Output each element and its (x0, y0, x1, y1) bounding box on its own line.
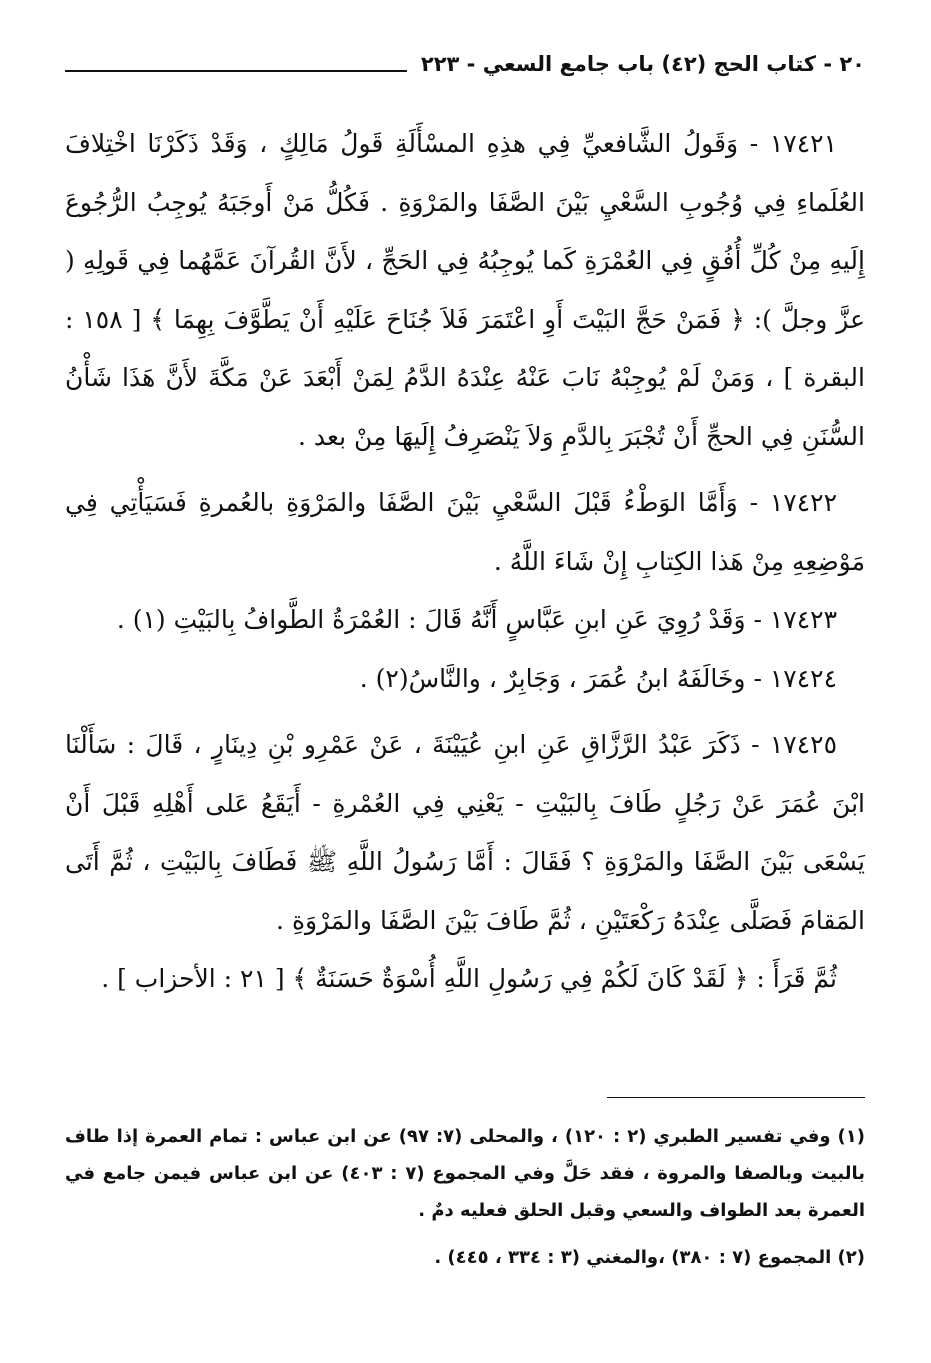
header-title: ٢٠ - كتاب الحج (٤٢) باب جامع السعي - ٢٢٣ (420, 52, 865, 76)
footnote-1: (١) وفي تفسير الطبري (٢ : ١٢٠) ، والمحلى (٧: ٩٧) عن ابن عباس : تمام العمرة إذا طاف بالبيت وبالصفا والمروة ، فقد حَلَّ وفي المجموع (٧ : ٤٠٣) عن ابن عباس فيمن جامع في العمرة بعد الطواف والسعي وقبل الحلق فعليه دمٌ . (65, 1126, 866, 1221)
running-header (65, 44, 865, 84)
paragraph-17421: ١٧٤٢١ - وَقَولُ الشَّافعيِّ فِي هذِهِ المسْأَلَةِ قَولُ مَالِكٍ ، وَقَدْ ذَكَرْنَا اخْتِلافَ العُلَماءِ فِي وُجُوبِ السَّعْيِ بَيْنَ الصَّفَا والمَرْوَةِ . فَكُلُّ مَنْ أَوجَبَهُ يُوجِبُ الرُّجُوعَ إِلَيهِ مِنْ كُلِّ أُفُقٍ فِي العُمْرَةِ كَما يُوجِبُهُ فِي الحَجِّ ، لأَنَّ القُرآنَ عَمَّهُما فِي قَولِهِ ( عزَّ وجلَّ ): ﴿ فَمَنْ حَجَّ البَيْتَ أَوِ اعْتَمَرَ فَلاَ جُنَاحَ عَلَيْهِ أَنْ يَطَّوَّفَ بِهِمَا ﴾ [ ١٥٨ : البقرة ] ، وَمَنْ لَمْ يُوجِبْهُ نَابَ عَنْهُ عِنْدَهُ الدَّمُ لِمَنْ أَبْعَدَ عَنْ مَكَّةَ لأَنَّ هَذَا شَأْنُ السُّنَنِ فِي الحجِّ أَنْ تُجْبَرَ بِالدَّمِ وَلاَ يَنْصَرِفُ إِلَيهَا مِنْ بعد . (65, 129, 865, 451)
footnotes (65, 1118, 865, 1276)
footnote-separator (607, 1097, 865, 1098)
main-text (65, 115, 865, 1009)
paragraph-17422: ١٧٤٢٢ - وَأَمَّا الوَطْءُ قَبْلَ السَّعْيِ بَيْنَ الصَّفَا والمَرْوَةِ بالعُمرةِ فَسَيَأْتِي فِي مَوْضِعِهِ مِنْ هَذا الكِتابِ إِنْ شَاءَ اللَّهُ . (65, 488, 865, 576)
paragraph-17423: ١٧٤٢٣ - وَقَدْ رُوِيَ عَنِ ابنِ عَبَّاسٍ أَنَّهُ قَالَ : العُمْرَةُ الطَّوافُ بِالبَيْتِ (١) . (116, 605, 837, 634)
paragraph-quran-quote: ثُمَّ قَرَأَ : ﴿ لَقَدْ كَانَ لَكُمْ فِي رَسُولِ اللَّهِ أُسْوَةٌ حَسَنَةٌ ﴾ [ ٢١ : الأحزاب ] . (101, 964, 837, 993)
paragraph-17424: ١٧٤٢٤ - وخَالَفَهُ ابنُ عُمَرَ ، وَجَابِرٌ ، والنَّاسُ(٢) . (359, 663, 837, 693)
footnote-2: (٢) المجموع (٧ : ٣٨٠) ،والمغني (٣ : ٣٣٤ ، ٤٤٥) . (434, 1247, 865, 1268)
paragraph-17425: ١٧٤٢٥ - ذَكَرَ عَبْدُ الرَّزَّاقِ عَنِ ابنِ عُيَيْنَةَ ، عَنْ عَمْرِو بْنِ دِينَارٍ ، قَالَ : سَأَلْنَا ابْنَ عُمَرَ عَنْ رَجُلٍ طَافَ بِالبَيْتِ - يَعْنِي فِي العُمْرةِ - أَيَقَعُ عَلى أَهْلِهِ قَبْلَ أَنْ يَسْعَى بَيْنَ الصَّفَا والمَرْوَةِ ؟ فَقَالَ : أَمَّا رَسُولُ اللَّهِ ﷺ فَطَافَ بِالبَيْتِ ، ثُمَّ أَتَى المَقامَ فَصَلَّى عِنْدَهُ رَكْعَتَيْنِ ، ثُمَّ طَافَ بَيْنَ الصَّفَا والمَرْوَةِ . (65, 730, 865, 935)
header-rule (65, 70, 407, 72)
